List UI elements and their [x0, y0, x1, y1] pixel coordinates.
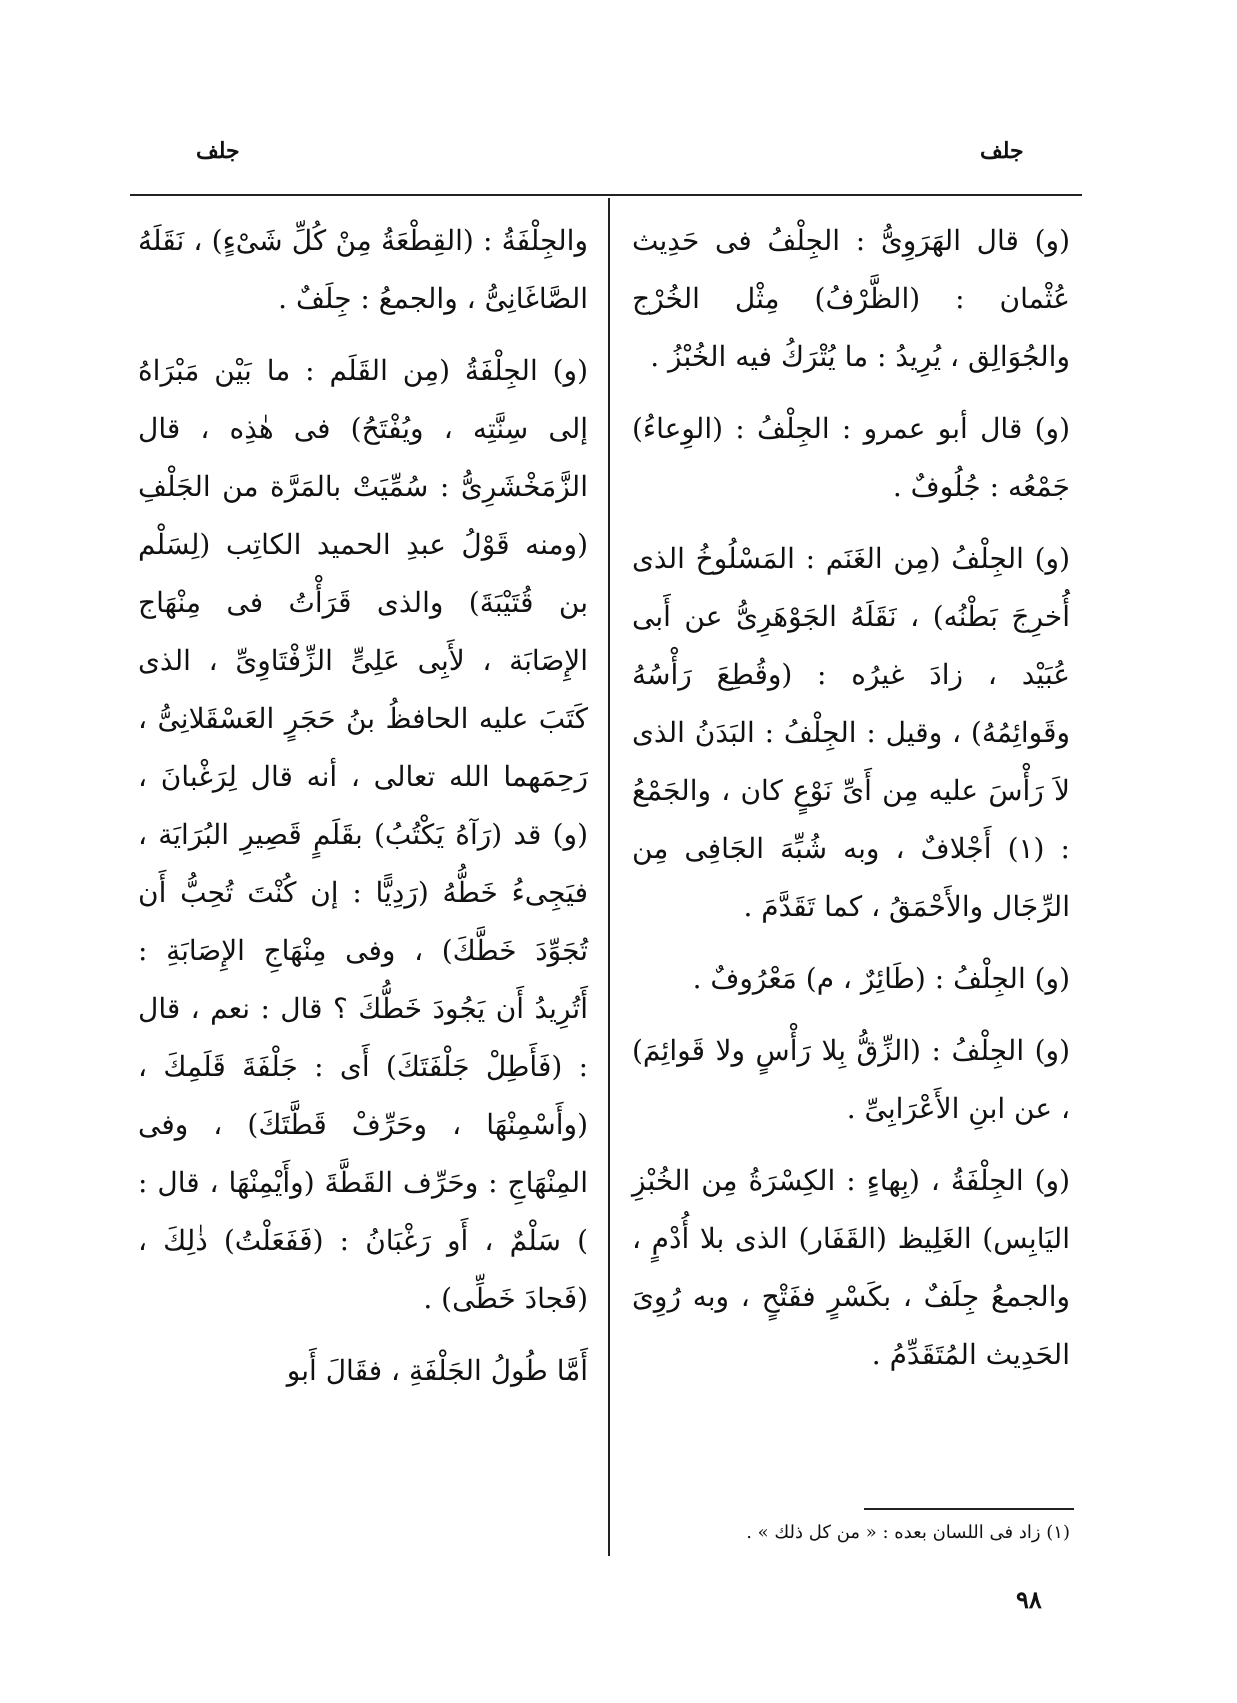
paragraph: (و) الجِلْفَةُ ، (بِهاءٍ : الكِسْرَةُ مِن الخُبْزِ اليَابِس) الغَلِيظ (القَفَار) الذى بلا أُدْمٍ ، والجمعُ جِلَفٌ ، بكَسْرٍ ففَتْحٍ ، وبه رُوِىَ الحَدِيث المُتَقَدِّمُ . [632, 1164, 1070, 1371]
paragraph: أَمَّا طُولُ الجَلْفَةِ ، فقَالَ أَبو [286, 1354, 588, 1387]
footnote-rule [864, 1508, 1074, 1510]
paragraph: (و) الجِلْفُ : (الزِّقُّ بِلا رَأْسٍ ولا قَوائِمَ) ، عن ابنِ الأَعْرَابِىِّ . [632, 1034, 1070, 1125]
paragraph: والجِلْفَةُ : (القِطْعَةُ مِنْ كُلِّ شَىْءٍ) ، نَقَلَهُ الصَّاغَانِىُّ ، والجمعُ : جِلَفٌ . [138, 224, 588, 315]
footnote: (١) زاد فى اللسان بعده : « من كل ذلك » . [746, 1522, 1070, 1543]
right-column [632, 212, 1070, 1398]
paragraph: (و) الجِلْفُ (مِن الغَنَم : المَسْلُوخُ الذى أُخرِجَ بَطْنُه) ، نَقَلَهُ الجَوْهَرِىُّ عن أَبى عُبَيْد ، زادَ غيرُه : (وقُطِعَ رَأْسُهُ وقَوائِمُهُ) ، وقيل : الجِلْفُ : البَدَنُ الذى لاَ رَأْسَ عليه مِن أَىِّ نَوْعٍ كان ، والجَمْعُ : (١) أَجْلافٌ ، وبه شُبِّهَ الجَافِى مِن الرِّجَال والأَحْمَقُ ، كما تَقَدَّمَ . [632, 542, 1070, 923]
running-header-left: جلف [196, 138, 240, 164]
running-header-right: جلف [980, 138, 1024, 164]
column-divider [608, 198, 610, 1556]
header-rule [130, 194, 1082, 196]
page-number: ٩٨ [1016, 1585, 1042, 1614]
paragraph: (و) قال الهَرَوِىُّ : الجِلْفُ فى حَدِيث عُثْمان : (الظَّرْفُ) مِثْل الخُرْج والجُوَالِق ، يُرِيدُ : ما يُتْرَكُ فيه الخُبْزُ . [632, 224, 1070, 373]
paragraph: (و) قال أبو عمرو : الجِلْفُ : (الوِعاءُ) جَمْعُه : جُلُوفٌ . [632, 412, 1070, 503]
left-column [138, 212, 588, 1414]
paragraph: (و) الجِلْفَةُ (مِن القَلَم : ما بَيْن مَبْرَاهُ إلى سِنَّتِه ، ويُفْتَحُ) فى هٰذِه ، قال الزَّمَخْشَرِىُّ : سُمِّيَتْ بالمَرَّة من الجَلْفِ (ومنه قَوْلُ عبدِ الحميد الكاتِب (لِسَلْم بن قُتَيْبَةَ) والذى قَرَأْتُ فى مِنْهَاج الإِصَابَة ، لأَبِى عَلِىٍّ الزِّفْتَاوِىِّ ، الذى كَتَبَ عليه الحافظُ بنُ حَجَرٍ العَسْقَلانِىُّ ، رَحِمَهما الله تعالى ، أنه قال لِرَغْبانَ ، (و) قد (رَآهُ يَكْتُبُ) بقَلَمٍ قَصِيرِ البُرَايَة ، فيَجِىءُ خَطُّهُ (رَدِيًّا : إن كُنْتَ تُحِبُّ أَن تُجَوِّدَ خَطَّكَ) ، وفى مِنْهَاجِ الإِصَابَةِ : أَتُرِيدُ أَن يَجُودَ خَطُّكَ ؟ قال : نعم ، قال : (فَأَطِلْ جَلْفَتَكَ) أَى : جَلْفَةَ قَلَمِكَ ، (وأَسْمِنْهَا ، وحَرِّفْ قَطَّتَكَ) ، وفى المِنْهَاجِ : وحَرِّف القَطَّةَ (وأَيْمِنْهَا ، قال : ) سَلْمٌ ، أَو رَغْبَانُ : (فَفَعَلْتُ) ذٰلِكَ ، (فَجادَ خَطِّى) . [138, 354, 588, 1315]
paragraph: (و) الجِلْفُ : (طَائِرٌ ، م) مَعْرُوفٌ . [692, 962, 1070, 995]
